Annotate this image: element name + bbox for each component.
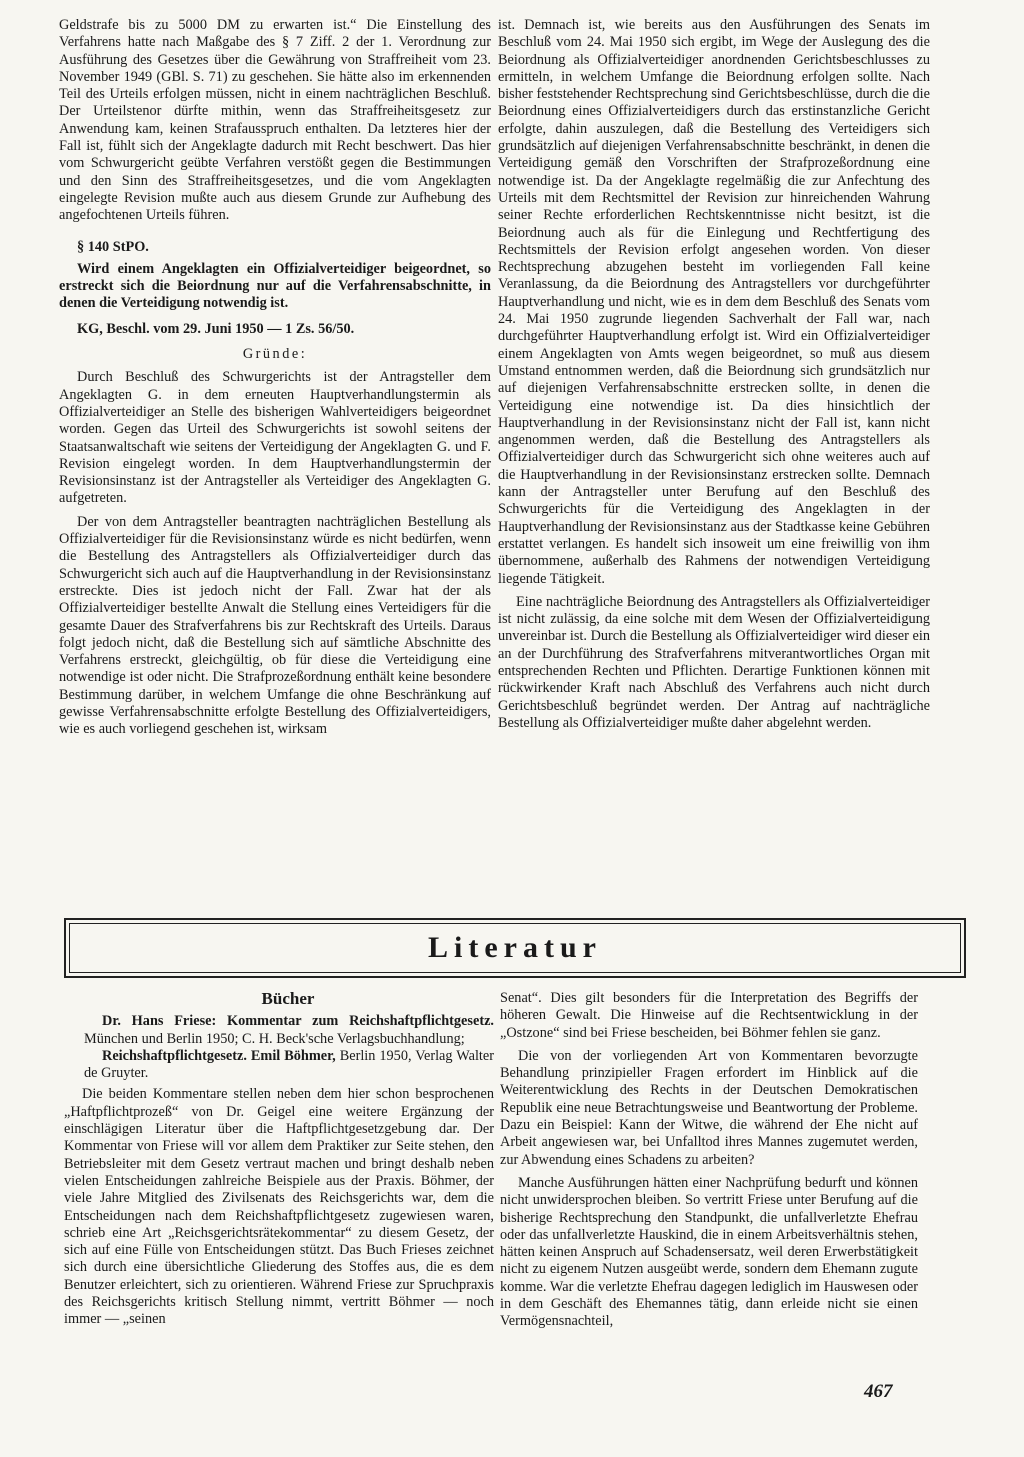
intro-paragraph: Geldstrafe bis zu 5000 DM zu erwarten ist.“ Die Einstellung des Verfahrens hatte nach Maßgabe des § 7 Ziff. 2 der 1. Verordnung zur Ausführung des Gesetzes über die Gewährung von Straffreiheit vom 23. November 1949 (GBl. S. 71) zu geschehen. Sie hätte also im erkennenden Teil des Urteils erfolgen müssen, nicht in einem nachträglichen Beschluß. Der Urteilstenor dürfte mithin, wenn das Straffreiheitsgesetz zur Anwendung kam, keinen Strafausspruch enthalten. Da letzteres hier der Fall ist, fühlt sich der Angeklagte dadurch mit Recht beschwert. Das hier vom Schwurgericht geübte Verfahren verstößt gegen die Bestimmungen und den Sinn des Straffreiheitsgesetzes, und die vom Angeklagten eingelegte Revision mußte auch aus diesem Grunde zur Aufhebung des angefochtenen Urteils führen. — [59, 17, 491, 224]
page-number: 467 — [864, 1381, 893, 1402]
review-paragraph-3: Die von der vorliegenden Art von Kommentaren bevorzugte Behandlung prinzipieller Fragen erfordert im Hinblick auf die Weiterentwicklung des Rechts in der Deutschen Demokratischen Republik eine neue Betrachtungsweise und Beantwortung der Probleme. Dazu ein Beispiel: Kann der Witwe, die während der Ehe nicht auf Arbeit angewiesen war, bei Unfalltod ihres Mannes zugemutet werden, zur Abwendung eines Schadens zu arbeiten? — [500, 1047, 918, 1168]
book-entry-boehmer — [64, 1048, 494, 1083]
books-heading: Bücher — [261, 989, 315, 1008]
review-paragraph-4: Manche Ausführungen hätten einer Nachprüfung bedurft und können nicht unwidersprochen bleiben. So vertritt Friese unter Berufung auf die bisherige Rechtsprechung den Standpunkt, die unfallverletzte Ehefrau oder das unfallverletzte Hauskind, die in einem Arbeitsverhältnis stehen, hätten keinen Anspruch auf Schadensersatz, weil deren Erwerbstätigkeit nicht zu eigenem Nutzen ausgeübt werde, sondern dem Ehemann zugute komme. War die verletzte Ehefrau dagegen lediglich im Hauswesen oder in dem Geschäft des Ehemannes tätig, dann erleide nicht sie einen Vermögensnachteil, — [500, 1174, 918, 1330]
court-holding: Wird einem Angeklagten ein Offizialverteidiger beigeordnet, so erstreckt sich die Beiordnung nur auf die Verfahrensabschnitte, in denen die Verteidigung notwendig ist. — [59, 260, 491, 312]
upper-left-column — [59, 17, 491, 739]
lower-left-column — [64, 990, 494, 1329]
review-paragraph-1: Die beiden Kommentare stellen neben dem hier schon besprochenen „Haftpflichtprozeß“ von Dr. Geigel eine weitere Ergänzung der einschlägigen Literatur über die Haftpflichtgesetzgebung dar. Der Kommentar von Friese will vor allem dem Praktiker zur Seite stehen, den Betriebsleiter mit dem Gesetz vertraut machen und bringt deshalb neben vielen Entscheidungen zahlreiche Beispiele aus der Praxis. Böhmer, der viele Jahre Mitglied des Zivilsenats des Reichsgerichts war, dem die Entscheidungen nach dem Reichshaftpflichtgesetz zugewiesen waren, schrieb eine Art „Reichsgerichtsrätekommentar“ zu diesem Gesetz, der sich auf eine Fülle von Entscheidungen stützt. Das Buch Frieses zeichnet sich durch eine übersichtliche Gliederung des Stoffes aus, die es dem Benutzer erleichtert, sich zu orientieren. Während Friese zur Spruchpraxis des Reichsgerichts kritisch Stellung nimmt, vertritt Böhmer — noch immer — „seinen — [64, 1086, 494, 1328]
book-entry-friese-title: Dr. Hans Friese: Kommentar zum Reichshaftpflichtgesetz. — [102, 1013, 494, 1030]
book-entry-friese-publisher: München und Berlin 1950; C. H. Beck'sche Verlagsbuchhandlung; — [84, 1030, 465, 1047]
court-citation: KG, Beschl. vom 29. Juni 1950 — 1 Zs. 56/50. — [77, 320, 355, 337]
lower-right-column — [500, 990, 918, 1331]
closing-paragraph: Eine nachträgliche Beiordnung des Antragstellers als Offizialverteidiger ist nicht zulässig, da eine solche mit dem Wesen der Offizialverteidigung unvereinbar ist. Durch die Bestellung als Offizialverteidiger wird dieser ein an der Durchführung des Strafverfahrens mitverantwortliches Organ mit entsprechenden Rechten und Pflichten. Derartige Funktionen können mit rückwirkender Kraft nach Abschluß des Verfahrens auch nicht durch Gerichtsbeschluß begründet werden. Der Antrag auf nachträgliche Bestellung als Offizialverteidiger mußte daher abgelehnt werden. — [498, 593, 930, 731]
gruende-paragraph-2: Der von dem Antragsteller beantragten nachträglichen Bestellung als Offizialverteidiger für die Revisionsinstanz würde es nicht bedürfen, wenn die Bestellung des Antragstellers als Offizialverteidiger durch das Schwurgericht sich auch auf die Hauptverhandlung in der Revisionsinstanz erstreckte. Dies ist jedoch nicht der Fall. Zwar hat der als Offizialverteidiger bestellte Anwalt die Stellung eines Verteidigers für die gesamte Dauer des Strafverfahrens bis zur Rechtskraft des Urteils. Daraus folgt jedoch nicht, daß die Bestellung sich auf sämtliche Abschnitte des Verfahrens erstreckt, gleichgültig, ob für diese die Verteidigung eine notwendige ist oder nicht. Die Strafprozeßordnung enthält keine besondere Bestimmung darüber, in welchem Umfange die ohne Beschränkung auf gewisse Verfahrensabschnitte erfolgte Bestellung des Offizialverteidigers, wie es auch vorliegend geschehen ist, wirksam — [59, 513, 491, 738]
review-paragraph-2: Senat“. Dies gilt besonders für die Interpretation des Begriffs der höheren Gewalt. Die Hinweise auf die Rechtsentwicklung in der „Ostzone“ sind bei Friese bescheiden, bei Böhmer fehlen sie ganz. — [500, 990, 918, 1041]
book-entry-friese — [64, 1013, 494, 1048]
upper-right-column — [498, 17, 930, 732]
book-entry-boehmer-title: Reichshaftpflichtgesetz. Emil Böhmer, — [102, 1047, 336, 1064]
literatur-banner — [64, 918, 966, 978]
gruende-paragraph-1: Durch Beschluß des Schwurgerichts ist der Antragsteller dem Angeklagten G. in dem erneuten Hauptverhandlungstermin als Offizialverteidiger an Stelle des bisherigen Wahlverteidigers beigeordnet worden. Gegen das Urteil des Schwurgerichts ist sowohl seitens der Staatsanwaltschaft wie seitens der Verteidigung der Angeklagten G. und F. Revision eingelegt worden. In dem Hauptverhandlungstermin der Revisionsinstanz ist der Antragsteller als Verteidiger des Angeklagten G. aufgetreten. — [59, 369, 491, 507]
section-reference: § 140 StPO. — [77, 238, 149, 255]
gruende-label: Gründe: — [242, 346, 308, 363]
continuation-paragraph: ist. Demnach ist, wie bereits aus den Ausführungen des Senats im Beschluß vom 24. Mai 1950 sich ergibt, im Wege der Auslegung des die Beiordnung als Offizialverteidiger anordnenden Gerichtsbeschlusses zu ermitteln, in welchem Umfange die Beiordnung erfolgen sollte. Nach bisher feststehender Rechtsprechung sind Gerichtsbeschlüsse, durch die die Beiordnung eines Offizialverteidigers durch das erstinstanzliche Gericht erfolgte, dahin auszulegen, daß die Bestellung des Verteidigers sich grundsätzlich auf diejenigen Verfahrensabschnitte beschränkt, in denen die Verteidigung gemäß den Vorschriften der Strafprozeßordnung eine notwendige ist. Da der Angeklagte regelmäßig die zur Anfechtung des Urteils mit dem Rechtsmittel der Revision zur hinreichenden Wahrung seiner Rechte erforderlichen Rechtskenntnisse nicht besitzt, ist die Beiordnung auch als für die Einlegung und Rechtfertigung des Rechtsmittels der Revision erfolgt angesehen worden. Von dieser Rechtsprechung abzugehen besteht im vorliegenden Fall keine Veranlassung, da die Beiordnung des Antragstellers vor durchgeführter Hauptverhandlung und nicht, wie es in dem dem Beschluß des Senats vom 24. Mai 1950 zugrunde liegenden Sachverhalt der Fall war, nach durchgeführter Hauptverhandlung erfolgt ist. Wird ein Offizialverteidiger einem Angeklagten von Amts wegen beigeordnet, so muß aus diesem Umstand entnommen werden, daß die Beiordnung sich grundsätzlich nur auf diejenigen Verfahrensabschnitte erstrecken sollte, in denen die Verteidigung eine notwendige ist. Da dies hinsichtlich der Hauptverhandlung in der Revisionsinstanz nicht der Fall ist, kann nicht angenommen werden, daß die Bestellung des Antragstellers als Offizialverteidiger durch das Schwurgericht sich ohne weiteres auch auf die Hauptverhandlung in der Revisionsinstanz erstrecken sollte. Demnach kann der Antragsteller unter Berufung auf den Beschluß des Schwurgerichts für die Verteidigung des Angeklagten in der Hauptverhandlung der Revisionsinstanz aus der Stadtkasse keine Gebühren erstattet verlangen. Es handelt sich insoweit um eine freiwillig von ihm übernommene, außerhalb des Rahmens der notwendigen Verteidigung liegende Tätigkeit. — [498, 17, 930, 587]
book-entry-boehmer-publisher: Berlin 1950, Verlag Walter de Gruyter. — [84, 1047, 494, 1082]
literatur-title: Literatur — [428, 931, 602, 964]
